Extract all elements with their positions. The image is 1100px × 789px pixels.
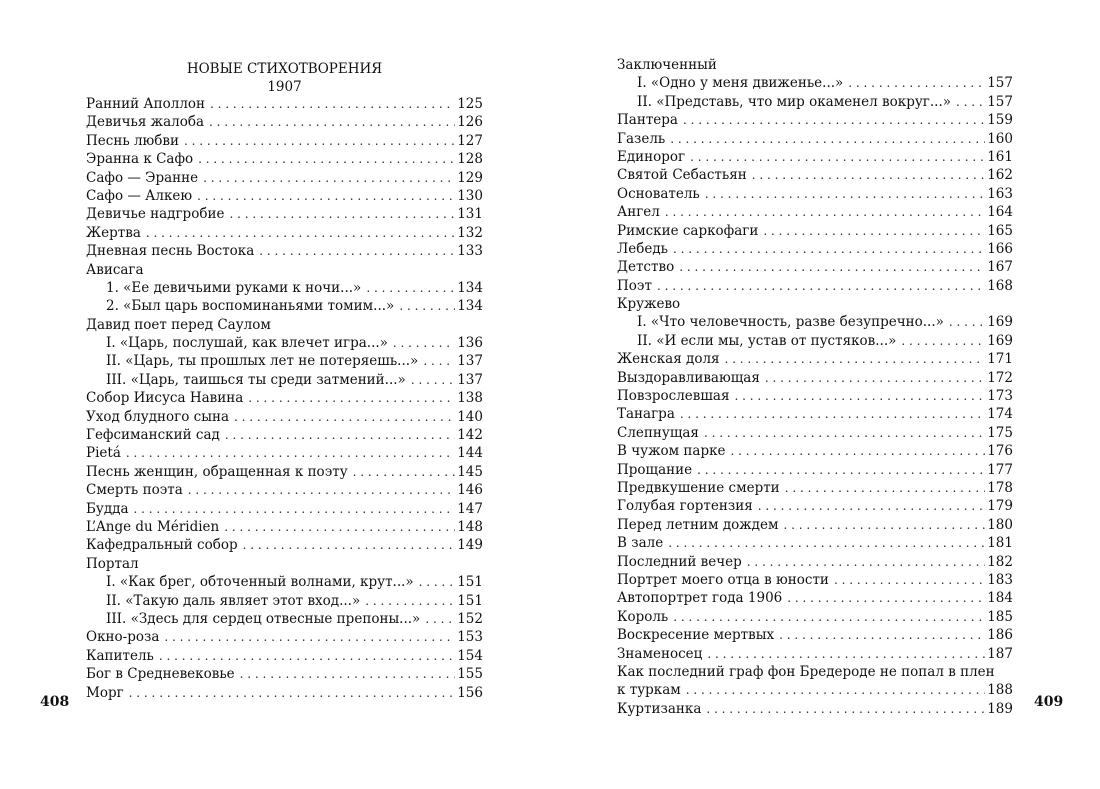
dot-leader bbox=[365, 592, 455, 610]
toc-entry-page: 165 bbox=[987, 222, 1013, 239]
toc-entry bbox=[86, 242, 483, 260]
toc-entry bbox=[86, 389, 483, 407]
dot-leader bbox=[353, 463, 456, 481]
toc-entry bbox=[86, 261, 483, 279]
toc-entry-page: 163 bbox=[987, 185, 1013, 202]
toc-entry-page: 131 bbox=[457, 206, 483, 223]
dot-leader bbox=[224, 518, 455, 536]
toc-entry bbox=[86, 444, 483, 462]
dot-leader bbox=[707, 645, 985, 663]
toc-entry-title: Святой Себастьян bbox=[617, 167, 747, 184]
dot-leader bbox=[419, 573, 456, 591]
toc-entry bbox=[617, 681, 1013, 699]
toc-entry bbox=[617, 130, 1013, 148]
dot-leader bbox=[765, 369, 985, 387]
toc-entry-page: 128 bbox=[457, 151, 483, 168]
dot-leader bbox=[848, 74, 985, 92]
toc-entry-title: Куртизанка bbox=[617, 700, 702, 717]
toc-entry-page: 133 bbox=[457, 243, 483, 260]
toc-entry-page: 169 bbox=[987, 314, 1013, 331]
dot-leader bbox=[209, 113, 455, 131]
dot-leader bbox=[665, 203, 985, 221]
dot-leader bbox=[411, 371, 455, 389]
dot-leader bbox=[763, 222, 985, 240]
dot-leader bbox=[259, 242, 455, 260]
toc-entry-page: 161 bbox=[987, 148, 1013, 165]
toc-entry-title: Слепнущая bbox=[617, 424, 699, 441]
toc-entry bbox=[617, 74, 1013, 92]
dot-leader bbox=[668, 534, 985, 552]
toc-entry-page: 189 bbox=[987, 700, 1013, 717]
toc-entry-page: 129 bbox=[457, 169, 483, 186]
toc-entry-title: Пантера bbox=[617, 112, 678, 129]
toc-entry bbox=[617, 608, 1013, 626]
toc-entry bbox=[86, 463, 483, 481]
toc-entry-page: 146 bbox=[457, 482, 483, 499]
toc-entry bbox=[617, 479, 1013, 497]
toc-entry-page: 127 bbox=[457, 132, 483, 149]
toc-entry bbox=[86, 555, 483, 573]
toc-entry-page: 159 bbox=[987, 112, 1013, 129]
dot-leader bbox=[673, 240, 985, 258]
toc-entry bbox=[617, 589, 1013, 607]
toc-entry bbox=[617, 424, 1013, 442]
toc-entry bbox=[617, 258, 1013, 276]
toc-entry-page: 179 bbox=[987, 498, 1013, 515]
toc-entry bbox=[86, 518, 483, 536]
toc-entry-page: 177 bbox=[987, 461, 1013, 478]
toc-entry-title: Портал bbox=[86, 555, 139, 572]
toc-entry-page: 188 bbox=[987, 682, 1013, 699]
toc-entry-page: 162 bbox=[987, 167, 1013, 184]
dot-leader bbox=[425, 610, 455, 628]
toc-entry-title: Смерть поэта bbox=[86, 482, 183, 499]
toc-entry-title: к туркам bbox=[617, 682, 681, 699]
toc-entry bbox=[617, 516, 1013, 534]
dot-leader bbox=[146, 224, 455, 242]
toc-entry-page: 185 bbox=[987, 608, 1013, 625]
toc-entry-page: 168 bbox=[987, 277, 1013, 294]
toc-entry bbox=[617, 185, 1013, 203]
toc-entry-page: 134 bbox=[457, 279, 483, 296]
toc-entry-page: 151 bbox=[457, 592, 483, 609]
dot-leader bbox=[203, 169, 455, 187]
toc-entry-title: Перед летним дождем bbox=[617, 516, 779, 533]
toc-entry-page: 137 bbox=[457, 371, 483, 388]
dot-leader bbox=[901, 332, 985, 350]
toc-entry-page: 174 bbox=[987, 406, 1013, 423]
toc-entry bbox=[617, 387, 1013, 405]
dot-leader bbox=[683, 111, 985, 129]
toc-entry-title: Знаменосец bbox=[617, 645, 703, 662]
dot-leader bbox=[783, 516, 985, 534]
toc-entry-title: Портрет моего отца в юности bbox=[617, 571, 829, 588]
toc-entry-page: 125 bbox=[457, 96, 483, 112]
toc-entry-page: 136 bbox=[457, 335, 483, 352]
dot-leader bbox=[366, 279, 455, 297]
dot-leader bbox=[670, 130, 985, 148]
toc-entry bbox=[617, 571, 1013, 589]
toc-entry bbox=[86, 408, 483, 426]
toc-entry-title: Как последний граф фон Бредероде не попал в плен bbox=[617, 663, 995, 680]
dot-leader bbox=[164, 628, 455, 646]
toc-entry bbox=[86, 371, 483, 389]
toc-entry-title: L’Ange du Méridien bbox=[86, 518, 220, 535]
toc-entry-title: Выздоравливающая bbox=[617, 369, 760, 386]
toc-entry-title: Уход блудного сына bbox=[86, 408, 230, 425]
toc-entry-title: Воскресение мертвых bbox=[617, 627, 775, 644]
toc-entry-title: Сафо — Эранне bbox=[86, 169, 199, 186]
dot-leader bbox=[680, 405, 985, 423]
toc-entry-title: III. «Здесь для сердец отвесные препоны...» bbox=[106, 610, 421, 627]
toc-entry-title: Песнь любви bbox=[86, 132, 180, 149]
page-number-right: 409 bbox=[1034, 694, 1064, 710]
toc-entry-title: II. «Такую даль являет этот вход...» bbox=[106, 592, 361, 609]
toc-entry-title: Детство bbox=[617, 259, 675, 276]
toc-entry-title: Прощание bbox=[617, 461, 693, 478]
dot-leader bbox=[210, 95, 455, 113]
toc-entry bbox=[86, 95, 483, 113]
toc-entry bbox=[617, 405, 1013, 423]
toc-entry-page: 148 bbox=[457, 518, 483, 535]
toc-entry-title: III. «Царь, таишься ты среди затмений...» bbox=[106, 371, 406, 388]
toc-entry-page: 176 bbox=[987, 443, 1013, 460]
toc-entry-page: 172 bbox=[987, 369, 1013, 386]
toc-entry bbox=[617, 222, 1013, 240]
toc-entry bbox=[86, 573, 483, 591]
dot-leader bbox=[423, 352, 455, 370]
toc-entry bbox=[86, 628, 483, 646]
toc-entry-page: 138 bbox=[457, 390, 483, 407]
toc-entry-page: 155 bbox=[457, 666, 483, 683]
toc-entry bbox=[617, 663, 1013, 681]
dot-leader bbox=[657, 277, 985, 295]
toc-entry bbox=[617, 93, 1013, 111]
toc-entry-title: Окно-роза bbox=[86, 629, 160, 646]
toc-entry-page: 164 bbox=[987, 204, 1013, 221]
toc-entry bbox=[86, 426, 483, 444]
toc-entry-page: 147 bbox=[457, 500, 483, 517]
toc-entry-title: Кафедральный собор bbox=[86, 537, 238, 554]
toc-entry-title: I. «Царь, послушай, как влечет игра...» bbox=[106, 335, 388, 352]
toc-entry bbox=[86, 279, 483, 297]
toc-entry-title: В зале bbox=[617, 535, 664, 552]
dot-leader bbox=[234, 408, 455, 426]
dot-leader bbox=[197, 187, 455, 205]
toc-entry bbox=[86, 169, 483, 187]
dot-leader bbox=[129, 684, 456, 702]
dot-leader bbox=[834, 571, 985, 589]
toc-entry-title: Единорог bbox=[617, 148, 686, 165]
toc-entry-title: Будда bbox=[86, 500, 129, 517]
toc-entry-page: 130 bbox=[457, 187, 483, 204]
toc-entry bbox=[86, 684, 483, 702]
toc-entry-page: 157 bbox=[987, 93, 1013, 110]
toc-entry bbox=[617, 369, 1013, 387]
toc-entry-page: 178 bbox=[987, 479, 1013, 496]
toc-entry bbox=[617, 553, 1013, 571]
toc-entry bbox=[86, 334, 483, 352]
toc-entry bbox=[617, 497, 1013, 515]
toc-entry-title: Ависага bbox=[86, 261, 144, 278]
toc-entry-page: 181 bbox=[987, 535, 1013, 552]
toc-entry bbox=[86, 316, 483, 334]
toc-entry bbox=[617, 332, 1013, 350]
dot-leader bbox=[731, 442, 986, 460]
toc-entry-page: 171 bbox=[987, 351, 1013, 368]
toc-entry-title: Ангел bbox=[617, 204, 660, 221]
dot-leader bbox=[752, 166, 985, 184]
toc-entry-page: 184 bbox=[987, 590, 1013, 607]
dot-leader bbox=[126, 444, 455, 462]
toc-entry-title: В чужом парке bbox=[617, 443, 726, 460]
toc-entry-page: 157 bbox=[987, 75, 1013, 92]
toc-entry-page: 126 bbox=[457, 114, 483, 131]
dot-leader bbox=[734, 387, 985, 405]
toc-list-right bbox=[617, 56, 1013, 718]
toc-entry-title: II. «И если мы, устав от пустяков...» bbox=[637, 332, 897, 349]
toc-entry bbox=[617, 534, 1013, 552]
toc-entry bbox=[617, 626, 1013, 644]
dot-leader bbox=[225, 426, 455, 444]
toc-entry-title: Римские саркофаги bbox=[617, 222, 759, 239]
toc-entry-page: 175 bbox=[987, 424, 1013, 441]
toc-entry bbox=[617, 277, 1013, 295]
toc-entry-title: Гефсиманский сад bbox=[86, 427, 220, 444]
toc-entry-title: Повзрослевшая bbox=[617, 388, 730, 405]
dot-leader bbox=[949, 313, 985, 331]
toc-entry bbox=[86, 187, 483, 205]
toc-entry-page: 154 bbox=[457, 647, 483, 664]
dot-leader bbox=[758, 497, 985, 515]
dot-leader bbox=[725, 350, 986, 368]
toc-entry-title: Основатель bbox=[617, 185, 700, 202]
toc-entry-title: Бог в Средневековье bbox=[86, 666, 235, 683]
toc-entry-page: 151 bbox=[457, 574, 483, 591]
toc-entry-title: Дневная песнь Востока bbox=[86, 243, 255, 260]
toc-entry-title: Танагра bbox=[617, 406, 675, 423]
toc-entry-page: 132 bbox=[457, 224, 483, 241]
toc-entry bbox=[617, 148, 1013, 166]
dot-leader bbox=[393, 334, 455, 352]
toc-entry-page: 183 bbox=[987, 571, 1013, 588]
right-page bbox=[550, 0, 1100, 789]
toc-entry-page: 140 bbox=[457, 408, 483, 425]
toc-entry bbox=[617, 700, 1013, 718]
toc-entry bbox=[86, 647, 483, 665]
dot-leader bbox=[673, 608, 985, 626]
toc-list-left bbox=[86, 95, 483, 702]
toc-entry-page: 144 bbox=[457, 445, 483, 462]
dot-leader bbox=[198, 150, 455, 168]
toc-entry bbox=[617, 461, 1013, 479]
toc-entry bbox=[617, 442, 1013, 460]
toc-entry bbox=[617, 645, 1013, 663]
toc-entry-page: 187 bbox=[987, 645, 1013, 662]
toc-entry bbox=[86, 205, 483, 223]
toc-entry bbox=[86, 224, 483, 242]
toc-entry-title: Женская доля bbox=[617, 351, 720, 368]
toc-entry-title: Эранна к Сафо bbox=[86, 151, 194, 168]
toc-entry-title: Предвкушение смерти bbox=[617, 479, 780, 496]
toc-entry-page: 173 bbox=[987, 388, 1013, 405]
toc-entry-page: 137 bbox=[457, 353, 483, 370]
toc-entry-title: Автопортрет года 1906 bbox=[617, 590, 783, 607]
toc-entry-title: Кружево bbox=[617, 296, 681, 313]
toc-entry-page: 149 bbox=[457, 537, 483, 554]
toc-entry bbox=[617, 295, 1013, 313]
dot-leader bbox=[243, 536, 456, 554]
toc-entry-page: 156 bbox=[457, 684, 483, 701]
toc-entry-title: I. «Как брег, обточенный волнами, крут...» bbox=[106, 574, 414, 591]
dot-leader bbox=[686, 681, 985, 699]
dot-leader bbox=[747, 553, 985, 571]
toc-entry-title: Песнь женщин, обращенная к поэту bbox=[86, 463, 348, 480]
toc-entry-page: 167 bbox=[987, 259, 1013, 276]
toc-entry-title: Сафо — Алкею bbox=[86, 187, 193, 204]
toc-entry bbox=[617, 240, 1013, 258]
toc-entry-page: 152 bbox=[457, 610, 483, 627]
toc-entry-title: Король bbox=[617, 608, 669, 625]
dot-leader bbox=[704, 424, 985, 442]
toc-entry bbox=[86, 592, 483, 610]
toc-entry-title: Поэт bbox=[617, 277, 652, 294]
toc-entry-page: 134 bbox=[457, 298, 483, 315]
toc-entry-title: Лебедь bbox=[617, 240, 669, 257]
toc-entry-title: Ранний Аполлон bbox=[86, 96, 206, 112]
dot-leader bbox=[229, 205, 455, 223]
toc-entry-title: Собор Иисуса Навина bbox=[86, 390, 244, 407]
toc-entry-page: 142 bbox=[457, 427, 483, 444]
toc-entry bbox=[86, 500, 483, 518]
dot-leader bbox=[240, 665, 456, 683]
toc-entry bbox=[617, 203, 1013, 221]
toc-entry-page: 145 bbox=[457, 463, 483, 480]
toc-entry-title: Девичье надгробие bbox=[86, 206, 225, 223]
toc-entry-page: 153 bbox=[457, 629, 483, 646]
toc-entry-title: 1. «Ее девичьими руками к ночи...» bbox=[106, 279, 362, 296]
toc-entry-page: 186 bbox=[987, 627, 1013, 644]
toc-entry-title: Заключенный bbox=[617, 57, 717, 73]
dot-leader bbox=[705, 185, 985, 203]
toc-entry bbox=[86, 665, 483, 683]
toc-entry bbox=[617, 166, 1013, 184]
toc-entry-page: 169 bbox=[987, 332, 1013, 349]
section-year: 1907 bbox=[267, 79, 302, 95]
toc-entry bbox=[86, 132, 483, 150]
dot-leader bbox=[679, 258, 985, 276]
toc-entry-title: Pietá bbox=[86, 445, 121, 462]
toc-entry bbox=[617, 111, 1013, 129]
dot-leader bbox=[779, 626, 985, 644]
dot-leader bbox=[706, 700, 985, 718]
toc-entry-page: 160 bbox=[987, 130, 1013, 147]
toc-entry-title: Морг bbox=[86, 684, 124, 701]
dot-leader bbox=[787, 589, 985, 607]
toc-entry-title: 2. «Был царь воспоминаньями томим...» bbox=[106, 298, 395, 315]
toc-entry-title: Капитель bbox=[86, 647, 154, 664]
toc-entry-title: Жертва bbox=[86, 224, 141, 241]
toc-entry bbox=[86, 481, 483, 499]
toc-entry bbox=[86, 150, 483, 168]
toc-entry-title: Голубая гортензия bbox=[617, 498, 753, 515]
dot-leader bbox=[785, 479, 986, 497]
dot-leader bbox=[248, 389, 455, 407]
toc-entry-title: I. «Что человечность, разве безупречно...» bbox=[637, 314, 944, 331]
toc-entry bbox=[617, 313, 1013, 331]
toc-entry-title: II. «Представь, что мир окаменел вокруг...» bbox=[637, 93, 951, 110]
dot-leader bbox=[134, 500, 456, 518]
toc-entry bbox=[617, 350, 1013, 368]
toc-entry bbox=[86, 113, 483, 131]
dot-leader bbox=[188, 481, 455, 499]
toc-entry-title: II. «Царь, ты прошлых лет не потеряешь...» bbox=[106, 353, 419, 370]
dot-leader bbox=[697, 461, 985, 479]
dot-leader bbox=[159, 647, 455, 665]
toc-entry-title: Последний вечер bbox=[617, 553, 742, 570]
dot-leader bbox=[399, 297, 455, 315]
toc-entry bbox=[86, 610, 483, 628]
toc-entry bbox=[86, 536, 483, 554]
toc-entry-page: 166 bbox=[987, 240, 1013, 257]
toc-entry-title: Давид поет перед Саулом bbox=[86, 316, 271, 333]
dot-leader bbox=[690, 148, 985, 166]
toc-entry-title: Девичья жалоба bbox=[86, 114, 204, 131]
toc-entry-title: I. «Одно у меня движенье...» bbox=[637, 75, 844, 92]
toc-entry bbox=[86, 352, 483, 370]
section-title: НОВЫЕ СТИХОТВОРЕНИЯ bbox=[186, 61, 383, 77]
toc-entry bbox=[617, 56, 1013, 74]
dot-leader bbox=[956, 93, 985, 111]
toc-entry bbox=[86, 297, 483, 315]
dot-leader bbox=[184, 132, 455, 150]
toc-entry-page: 182 bbox=[987, 553, 1013, 570]
toc-entry-page: 180 bbox=[987, 516, 1013, 533]
toc-entry-title: Газель bbox=[617, 130, 666, 147]
page-number-left: 408 bbox=[40, 694, 70, 710]
